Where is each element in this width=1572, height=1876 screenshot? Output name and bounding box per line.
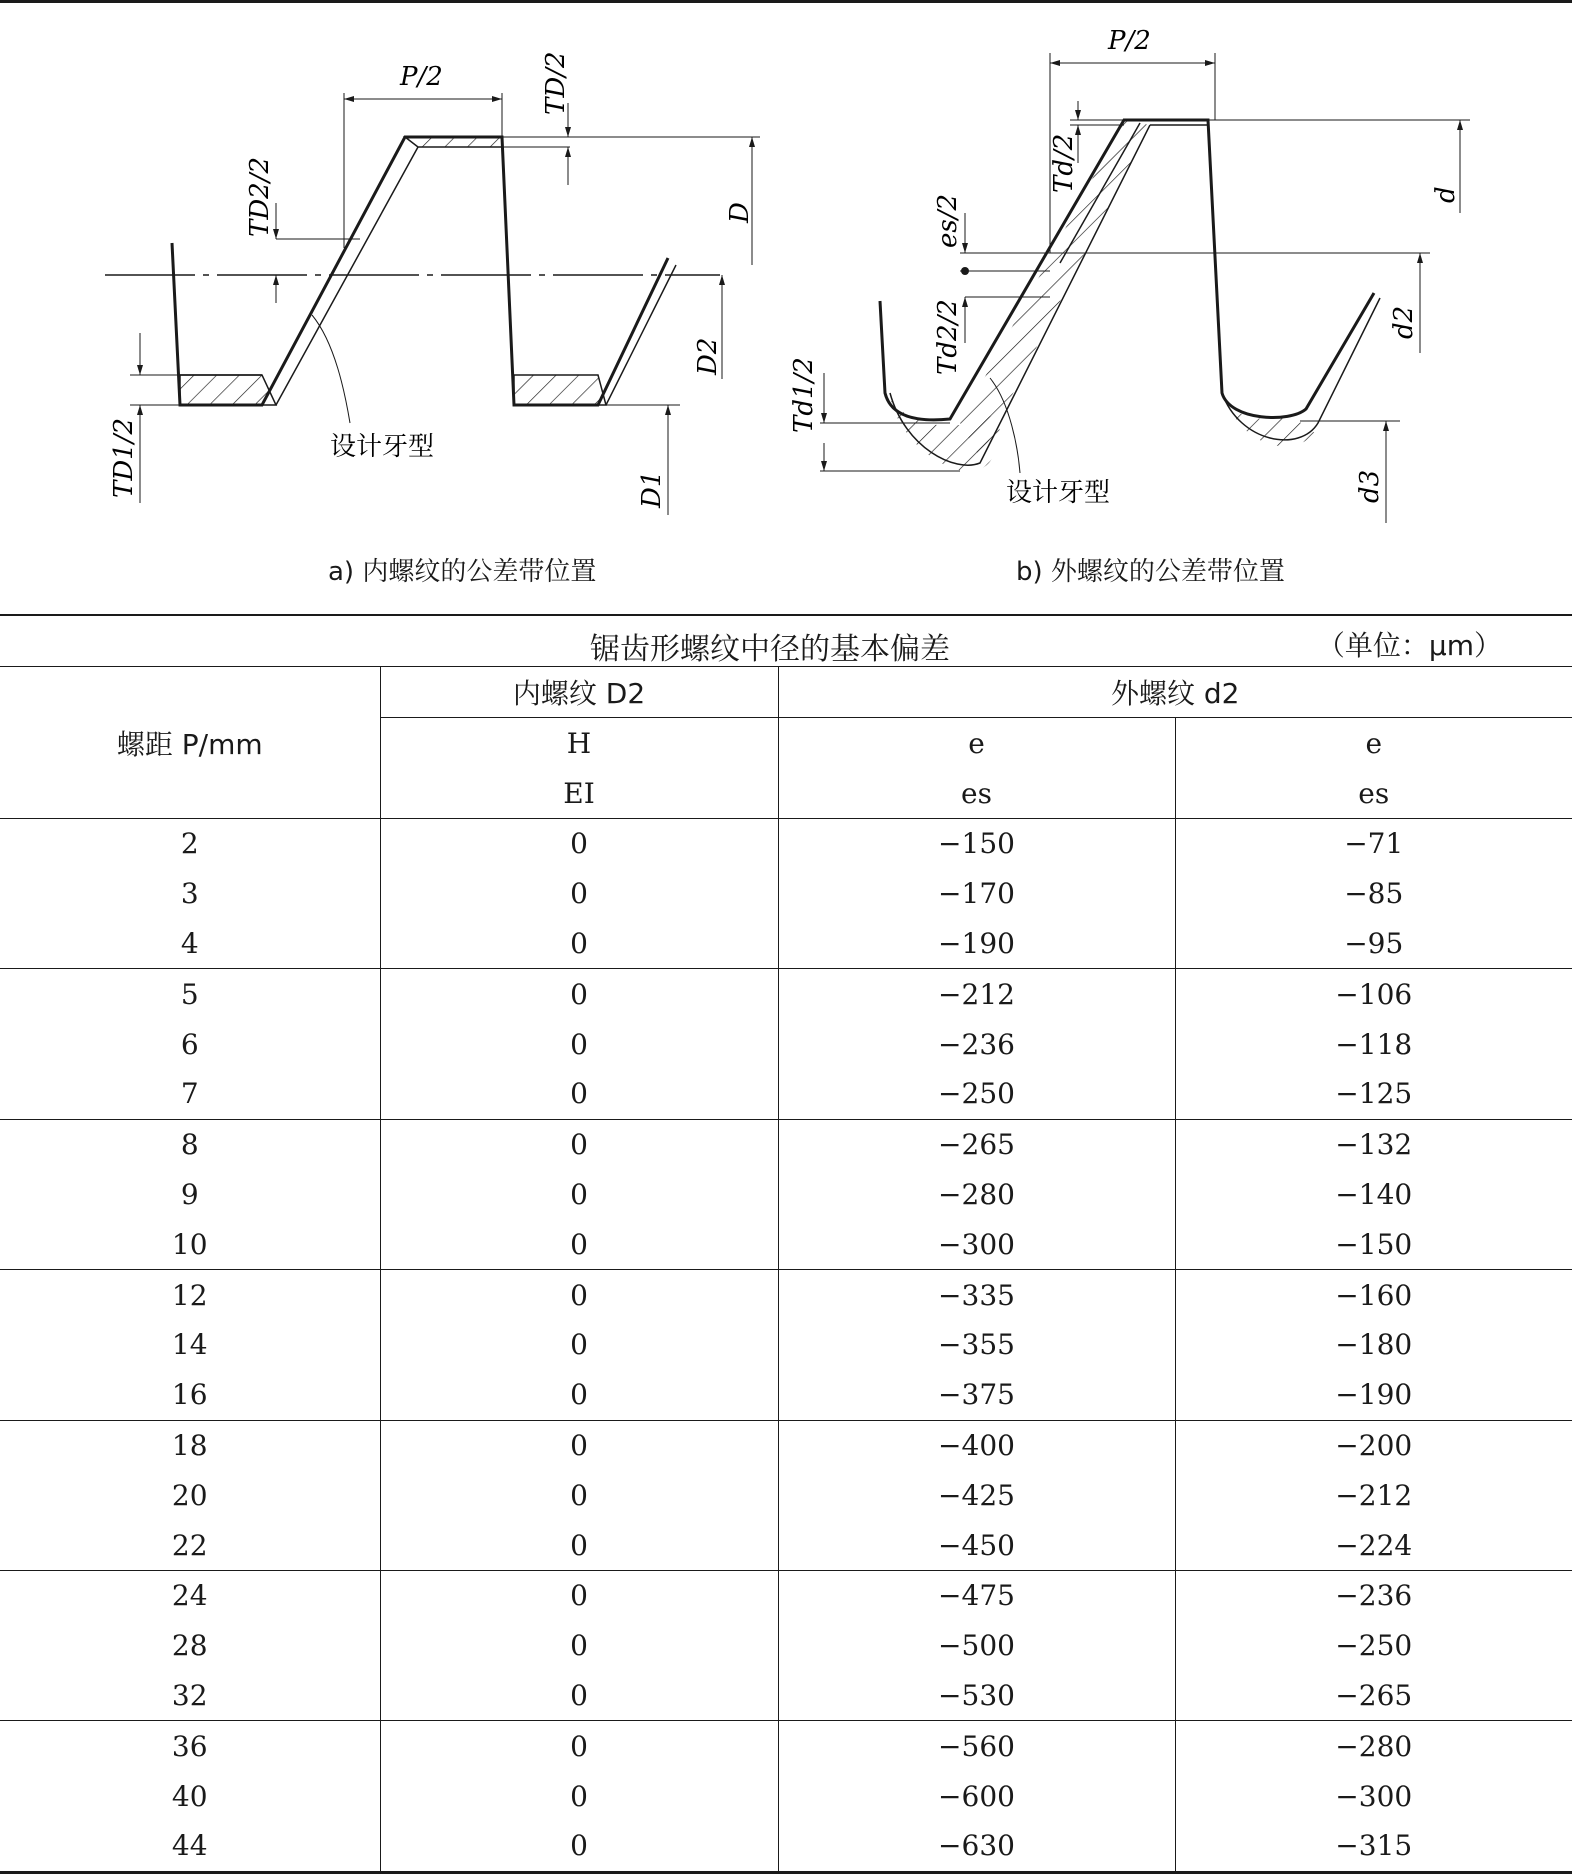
cell-es-1: −630 [778, 1821, 1175, 1872]
table-row [0, 1420, 1572, 1470]
table-row [0, 1520, 1572, 1570]
cell-pitch: 28 [171, 1629, 208, 1663]
cell-ei: 0 [380, 1370, 778, 1420]
header-e-1: e [778, 718, 1175, 769]
table-row [0, 1019, 1572, 1069]
header-es-2: es [1175, 768, 1572, 819]
table-row [0, 1119, 1572, 1169]
cell-es-1: −300 [778, 1219, 1175, 1269]
table-row [0, 819, 1572, 869]
table-row [0, 1570, 1572, 1620]
table-row [0, 1771, 1572, 1821]
cell-es-1: −450 [778, 1520, 1175, 1570]
cell-es-2: −315 [1175, 1821, 1572, 1872]
cell-es-2: −140 [1175, 1170, 1572, 1220]
cell-es-2: −236 [1175, 1570, 1572, 1620]
cell-pitch: 36 [171, 1729, 208, 1763]
cell-pitch: 3 [180, 877, 199, 911]
cell-es-1: −355 [778, 1320, 1175, 1370]
table-row [0, 1069, 1572, 1119]
label-td1-half-outer: Td1/2 [789, 357, 819, 433]
label-d3-outer: d3 [1355, 469, 1385, 503]
cell-es-1: −375 [778, 1370, 1175, 1420]
label-d1-inner: D1 [637, 470, 667, 508]
cell-pitch: 4 [0, 919, 380, 969]
cell-ei: 0 [380, 1721, 778, 1771]
cell-es-1: −425 [778, 1470, 1175, 1520]
cell-es-2: −150 [1175, 1219, 1572, 1269]
cell-es-1: −335 [778, 1270, 1175, 1320]
label-d-inner: D [725, 202, 755, 223]
cell-pitch: 2 [180, 827, 199, 861]
cell-es-2: −212 [1175, 1470, 1572, 1520]
cell-pitch: 44 [0, 1821, 380, 1872]
label-td2-half-outer: Td2/2 [933, 299, 963, 375]
thread-diagram-svg [0, 3, 1572, 613]
cell-es-1: −190 [778, 919, 1175, 969]
table-row [0, 919, 1572, 969]
table-row [0, 1821, 1572, 1872]
cell-ei: 0 [380, 1621, 778, 1671]
thread-tolerance-figure [0, 3, 1572, 613]
cell-ei: 0 [380, 969, 778, 1019]
label-td1-half-inner: TD1/2 [109, 417, 139, 498]
table-row [0, 1170, 1572, 1220]
cell-ei: 0 [380, 1219, 778, 1269]
cell-ei: 0 [380, 1671, 778, 1721]
label-td-half-inner: TD/2 [541, 51, 571, 115]
header-external: 外螺纹 d2 [778, 667, 1572, 718]
label-p-half-inner: P/2 [400, 62, 443, 92]
label-d-outer: d [1431, 186, 1461, 203]
table-title-row [0, 614, 1572, 667]
cell-es-2: −300 [1175, 1771, 1572, 1821]
cell-pitch: 9 [180, 1177, 199, 1211]
caption-internal: a) 内螺纹的公差带位置 [328, 557, 597, 587]
cell-pitch: 24 [171, 1579, 208, 1613]
cell-es-2: −200 [1175, 1420, 1572, 1470]
label-td2-half-inner: TD2/2 [245, 156, 275, 237]
cell-ei: 0 [380, 1420, 778, 1470]
cell-pitch: 10 [0, 1219, 380, 1269]
label-design-profile-inner: 设计牙型 [330, 432, 435, 462]
cell-ei: 0 [380, 1570, 778, 1620]
label-p-half-outer: P/2 [1108, 26, 1151, 56]
cell-es-2: −106 [1175, 969, 1572, 1019]
table-body [0, 819, 1572, 1873]
cell-ei: 0 [380, 1019, 778, 1069]
cell-es-2: −224 [1175, 1520, 1572, 1570]
table-unit: （单位：μm） [1316, 629, 1502, 662]
cell-pitch: 6 [180, 1027, 199, 1061]
cell-es-1: −475 [778, 1570, 1175, 1620]
header-h: H [380, 718, 778, 769]
header-e-2: e [1175, 718, 1572, 769]
cell-es-1: −500 [778, 1621, 1175, 1671]
cell-es-1: −150 [778, 819, 1175, 869]
table-row [0, 1470, 1572, 1520]
cell-es-2: −125 [1175, 1069, 1572, 1119]
table-row [0, 1370, 1572, 1420]
caption-external: b) 外螺纹的公差带位置 [1016, 557, 1285, 587]
table-row [0, 1219, 1572, 1269]
cell-es-1: −560 [778, 1721, 1175, 1771]
cell-ei: 0 [380, 869, 778, 919]
header-ei: EI [380, 768, 778, 819]
cell-pitch: 7 [0, 1069, 380, 1119]
cell-es-2: −265 [1175, 1671, 1572, 1721]
cell-ei: 0 [380, 1119, 778, 1169]
cell-es-2: −180 [1175, 1320, 1572, 1370]
cell-es-1: −530 [778, 1671, 1175, 1721]
cell-pitch: 18 [171, 1428, 208, 1462]
table-row [0, 969, 1572, 1019]
cell-es-1: −280 [778, 1170, 1175, 1220]
header-es-1: es [778, 768, 1175, 819]
external-thread-diagram [820, 53, 1470, 523]
cell-pitch: 32 [0, 1671, 380, 1721]
cell-ei: 0 [380, 1520, 778, 1570]
table-row [0, 1270, 1572, 1320]
cell-es-2: −280 [1175, 1721, 1572, 1771]
table-row [0, 1671, 1572, 1721]
cell-es-1: −212 [778, 969, 1175, 1019]
cell-es-2: −71 [1175, 819, 1572, 869]
cell-ei: 0 [380, 1170, 778, 1220]
cell-es-2: −85 [1175, 869, 1572, 919]
cell-ei: 0 [380, 1821, 778, 1872]
cell-ei: 0 [380, 1069, 778, 1119]
label-design-profile-outer: 设计牙型 [1006, 478, 1111, 508]
deviation-table [0, 614, 1572, 1874]
cell-es-2: −250 [1175, 1621, 1572, 1671]
cell-es-1: −600 [778, 1771, 1175, 1821]
header-internal: 内螺纹 D2 [380, 667, 778, 718]
label-td-half-outer: Td/2 [1049, 133, 1079, 193]
cell-pitch: 12 [171, 1278, 208, 1312]
cell-es-2: −190 [1175, 1370, 1572, 1420]
cell-pitch: 8 [180, 1128, 199, 1162]
cell-ei: 0 [380, 1270, 778, 1320]
cell-pitch: 20 [171, 1478, 208, 1512]
deviation-grid [0, 667, 1572, 1874]
cell-es-1: −236 [778, 1019, 1175, 1069]
cell-ei: 0 [380, 1320, 778, 1370]
cell-pitch: 14 [171, 1328, 208, 1362]
table-title: 锯齿形螺纹中径的基本偏差 [590, 632, 950, 667]
label-d2-inner: D2 [693, 337, 723, 375]
cell-pitch: 16 [0, 1370, 380, 1420]
table-row [0, 1621, 1572, 1671]
cell-es-1: −250 [778, 1069, 1175, 1119]
cell-pitch: 22 [0, 1520, 380, 1570]
header-pitch: 螺距 P/mm [0, 667, 380, 819]
label-d2-outer: d2 [1389, 305, 1419, 339]
label-es-half: es/2 [933, 193, 963, 248]
cell-ei: 0 [380, 819, 778, 869]
cell-es-1: −265 [778, 1119, 1175, 1169]
table-row [0, 1320, 1572, 1370]
cell-es-2: −118 [1175, 1019, 1572, 1069]
table-row [0, 1721, 1572, 1771]
cell-es-1: −170 [778, 869, 1175, 919]
cell-pitch: 5 [180, 977, 199, 1011]
cell-ei: 0 [380, 1771, 778, 1821]
table-row [0, 869, 1572, 919]
cell-es-2: −160 [1175, 1270, 1572, 1320]
cell-ei: 0 [380, 919, 778, 969]
cell-ei: 0 [380, 1470, 778, 1520]
cell-es-1: −400 [778, 1420, 1175, 1470]
cell-es-2: −132 [1175, 1119, 1572, 1169]
cell-pitch: 40 [171, 1779, 208, 1813]
cell-es-2: −95 [1175, 919, 1572, 969]
